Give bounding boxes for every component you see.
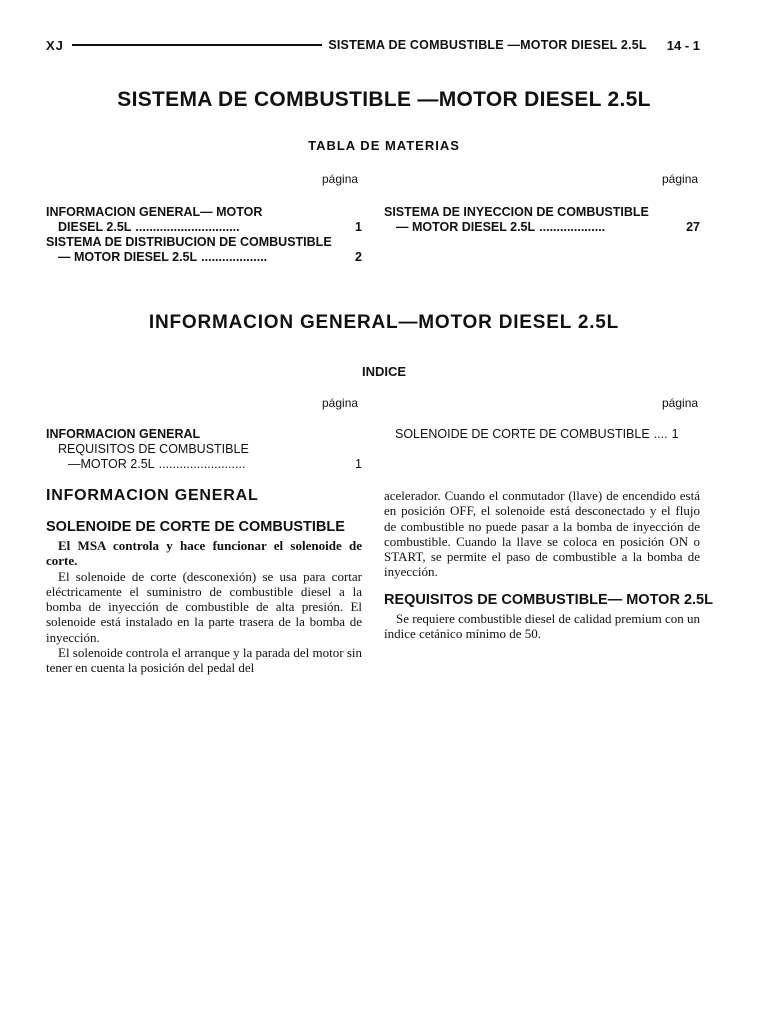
index-left: [46, 427, 362, 472]
index-page-label-right: página: [662, 396, 699, 410]
index-item-label: SOLENOIDE DE CORTE DE COMBUSTIBLE: [395, 427, 650, 441]
page-title: SISTEMA DE COMBUSTIBLE —MOTOR DIESEL 2.5L: [117, 88, 651, 111]
toc-entry-line1: INFORMACION GENERAL— MOTOR: [46, 205, 263, 219]
paragraph-fuel-req: Se requiere combustible diesel de calidad premium con un índice cetánico mínimo de 50.: [384, 611, 700, 642]
left-column-text: [46, 538, 362, 676]
toc-entry-line2: — MOTOR DIESEL 2.5L: [396, 220, 536, 234]
toc-entry-line1: SISTEMA DE DISTRIBUCION DE COMBUSTIBLE: [46, 235, 332, 249]
paragraph-control-cont: acelerador. Cuando el conmutador (llave) de encendido está en posición OFF, el solenoide está desconectado y el flujo de combustible no puede pasar a la bomba de inyección de combustible. Cuando la llave se coloca en posición ON o START, se permite el paso de combustible a la bomba de inyección.: [384, 488, 700, 580]
toc-heading: TABLA DE MATERIAS: [308, 138, 460, 153]
toc-entry-line2: — MOTOR DIESEL 2.5L: [58, 250, 198, 264]
header-rule: [72, 44, 322, 46]
toc-leader-dots: ...................: [539, 220, 606, 234]
toc-page-label-right: página: [662, 172, 699, 186]
toc-entry-line1: SISTEMA DE INYECCION DE COMBUSTIBLE: [384, 205, 649, 219]
paragraph-solenoid-desc: El solenoide de corte (desconexión) se usa para cortar eléctricamente el suministro de combustible diesel a la bomba de inyección de combustible de alta presión. El solenoide está instalado en la parte trasera de la bomba de inyección.: [46, 568, 362, 645]
toc-entry-general-info[interactable]: [46, 205, 362, 235]
toc-entry-injection[interactable]: [384, 205, 700, 235]
index-page-label-left: página: [322, 396, 359, 410]
model-tag: XJ: [46, 37, 64, 53]
page-number: 14 - 1: [666, 37, 700, 53]
toc-entry-line2: DIESEL 2.5L: [58, 220, 132, 234]
paragraph-bold-intro: El MSA controla y hace funcionar el solenoide de corte.: [46, 538, 362, 569]
index-item-fuel-req[interactable]: [46, 457, 362, 472]
index-item-line2: —MOTOR 2.5L: [68, 457, 155, 471]
toc-entry-page: 27: [686, 220, 700, 234]
running-title: SISTEMA DE COMBUSTIBLE —MOTOR DIESEL 2.5L: [328, 38, 647, 52]
paragraph-control-start: El solenoide controla el arranque y la parada del motor sin tener en cuenta la posición del pedal del: [46, 645, 362, 676]
subheading-solenoid: SOLENOIDE DE CORTE DE COMBUSTIBLE: [46, 519, 345, 535]
running-header: [46, 36, 700, 54]
index-leader-dots: ....: [653, 427, 668, 441]
index-group-label: INFORMACION GENERAL: [46, 427, 201, 441]
content-heading: INFORMACION GENERAL: [46, 487, 259, 504]
index-item-solenoid[interactable]: [395, 427, 700, 442]
index-item-page: 1: [671, 427, 679, 441]
toc-entry-page: 2: [355, 250, 362, 264]
section-title: INFORMACION GENERAL—MOTOR DIESEL 2.5L: [148, 312, 620, 333]
toc-entry-page: 1: [355, 220, 362, 234]
index-item-line1[interactable]: REQUISITOS DE COMBUSTIBLE: [58, 442, 249, 456]
index-leader-dots: .........................: [158, 457, 246, 471]
subheading-fuel-req: REQUISITOS DE COMBUSTIBLE— MOTOR 2.5L: [384, 592, 713, 608]
index-right: [395, 427, 700, 442]
index-heading: INDICE: [361, 364, 407, 379]
toc-leader-dots: ...................: [201, 250, 268, 264]
toc-page-label-left: página: [322, 172, 359, 186]
toc-entry-distribution[interactable]: [46, 235, 362, 265]
fuel-req-text: [384, 611, 700, 642]
index-item-page: 1: [355, 457, 362, 471]
right-column-text: [384, 488, 700, 580]
toc-leader-dots: ..............................: [135, 220, 240, 234]
